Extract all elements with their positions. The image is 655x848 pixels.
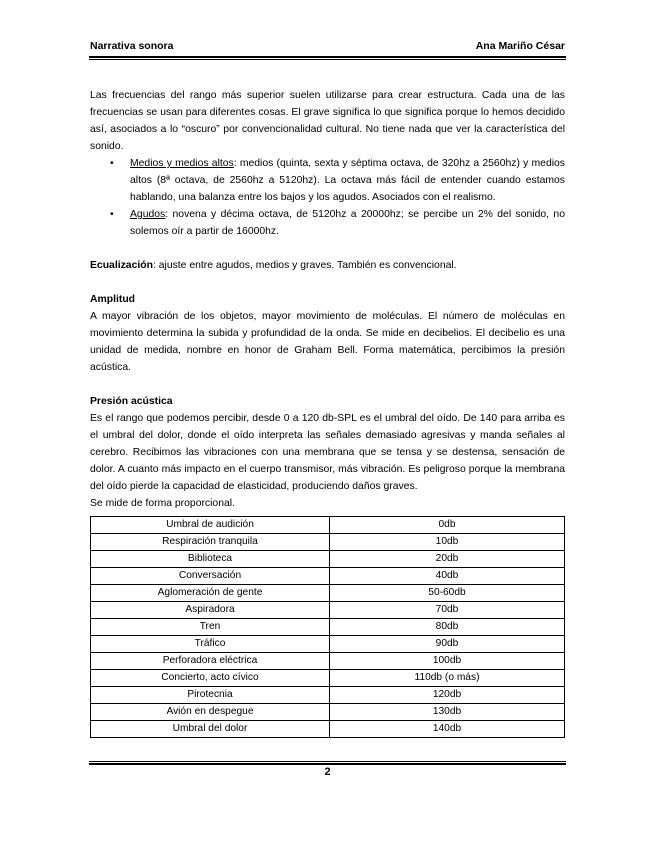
bullet-icon: • xyxy=(110,209,114,220)
header-rule xyxy=(89,56,566,60)
table-cell-level: 100db xyxy=(330,653,565,670)
table-row xyxy=(91,551,565,568)
ecualizacion-paragraph xyxy=(90,257,565,274)
table-cell-source: Conversación xyxy=(91,568,330,585)
table-cell-source: Concierto, acto cívico xyxy=(91,670,330,687)
list-item-term: Medios y medios altos xyxy=(130,158,234,169)
table-row xyxy=(91,619,565,636)
table-row xyxy=(91,653,565,670)
table-cell-source: Aglomeración de gente xyxy=(91,585,330,602)
list-item xyxy=(102,206,565,240)
table-cell-level: 70db xyxy=(330,602,565,619)
table-cell-level: 0db xyxy=(330,517,565,534)
ecualizacion-term: Ecualización xyxy=(90,260,153,271)
table-cell-source: Respiración tranquila xyxy=(91,534,330,551)
presion-paragraph: Es el rango que podemos percibir, desde 0 a 120 db-SPL es el umbral del oído. De 140 para arriba es el umbral del dolor, donde el oído interpreta las señales demasiado agresivas y manda señales al cerebro. Recibimos las vibraciones con una membrana que se tensa y se destensa, sensación de dolor. A cuanto más impacto en el cuerpo transmisor, más vibración. Es peligroso porque la membrana del oído pierde la capacidad de elasticidad, produciendo daños graves. xyxy=(90,413,565,492)
table-row xyxy=(91,517,565,534)
header-title: Narrativa sonora xyxy=(90,40,174,52)
table-cell-level: 140db xyxy=(330,721,565,738)
presion-heading: Presión acústica xyxy=(90,396,173,407)
ecualizacion-text: : ajuste entre agudos, medios y graves. También es convencional. xyxy=(152,260,457,271)
footer-rule xyxy=(89,761,566,765)
decibel-table xyxy=(90,516,565,738)
table-cell-level: 90db xyxy=(330,636,565,653)
table-row xyxy=(91,602,565,619)
table-cell-level: 120db xyxy=(330,687,565,704)
table-cell-source: Aspiradora xyxy=(91,602,330,619)
list-item-text: : novena y décima octava, de 5120hz a 20000hz; se percibe un 2% del sonido, no solemos oír a partir de 16000hz. xyxy=(130,209,565,237)
table-cell-source: Perforadora eléctrica xyxy=(91,653,330,670)
table-cell-source: Pirotecnia xyxy=(91,687,330,704)
table-cell-level: 20db xyxy=(330,551,565,568)
table-cell-source: Tráfico xyxy=(91,636,330,653)
table-row xyxy=(91,704,565,721)
list-item xyxy=(102,155,565,206)
table-cell-level: 10db xyxy=(330,534,565,551)
table-row xyxy=(91,568,565,585)
intro-paragraph: Las frecuencias del rango más superior suelen utilizarse para crear estructura. Cada una de las frecuencias se usan para diferentes cosas. El grave significa lo que significa porque lo hemos decidido así, asociados a lo “oscuro” por convencionalidad cultural. No tiene nada que ver la característica del sonido. xyxy=(90,90,565,152)
bullet-icon: • xyxy=(110,158,114,169)
list-item-text: : medios (quinta, sexta y séptima octava, de 320hz a 2560hz) y medios altos (8ª octava, de 2560hz a 5120hz). La octava más fácil de entender cuando estamos hablando, una balanza entre los bajos y los agudos. Asociados con el realismo. xyxy=(130,158,566,203)
table-row xyxy=(91,534,565,551)
table-cell-source: Umbral del dolor xyxy=(91,721,330,738)
amplitud-heading: Amplitud xyxy=(90,294,136,305)
table-cell-source: Biblioteca xyxy=(91,551,330,568)
table-row xyxy=(91,585,565,602)
table-cell-source: Umbral de audición xyxy=(91,517,330,534)
table-cell-level: 110db (o más) xyxy=(330,670,565,687)
table-cell-level: 80db xyxy=(330,619,565,636)
list-item-term: Agudos xyxy=(130,209,166,220)
page-number: 2 xyxy=(324,766,331,778)
table-row xyxy=(91,670,565,687)
document-body xyxy=(90,87,565,512)
table-cell-source: Avión en despegue xyxy=(91,704,330,721)
table-row xyxy=(91,721,565,738)
presion-note: Se mide de forma proporcional. xyxy=(90,498,235,509)
table-cell-level: 40db xyxy=(330,568,565,585)
page-header xyxy=(90,40,565,54)
frequency-list xyxy=(90,155,565,240)
amplitud-paragraph: A mayor vibración de los objetos, mayor movimiento de moléculas. El número de moléculas en movimiento determina la subida y profundidad de la onda. Se mide en decibelios. El decibelio es una unidad de medida, nombre en honor de Graham Bell. Forma matemática, percibimos la presión acústica. xyxy=(90,311,565,373)
table-cell-level: 50-60db xyxy=(330,585,565,602)
table-row xyxy=(91,636,565,653)
table-row xyxy=(91,687,565,704)
table-cell-source: Tren xyxy=(91,619,330,636)
header-author: Ana Mariño César xyxy=(475,40,565,52)
table-cell-level: 130db xyxy=(330,704,565,721)
